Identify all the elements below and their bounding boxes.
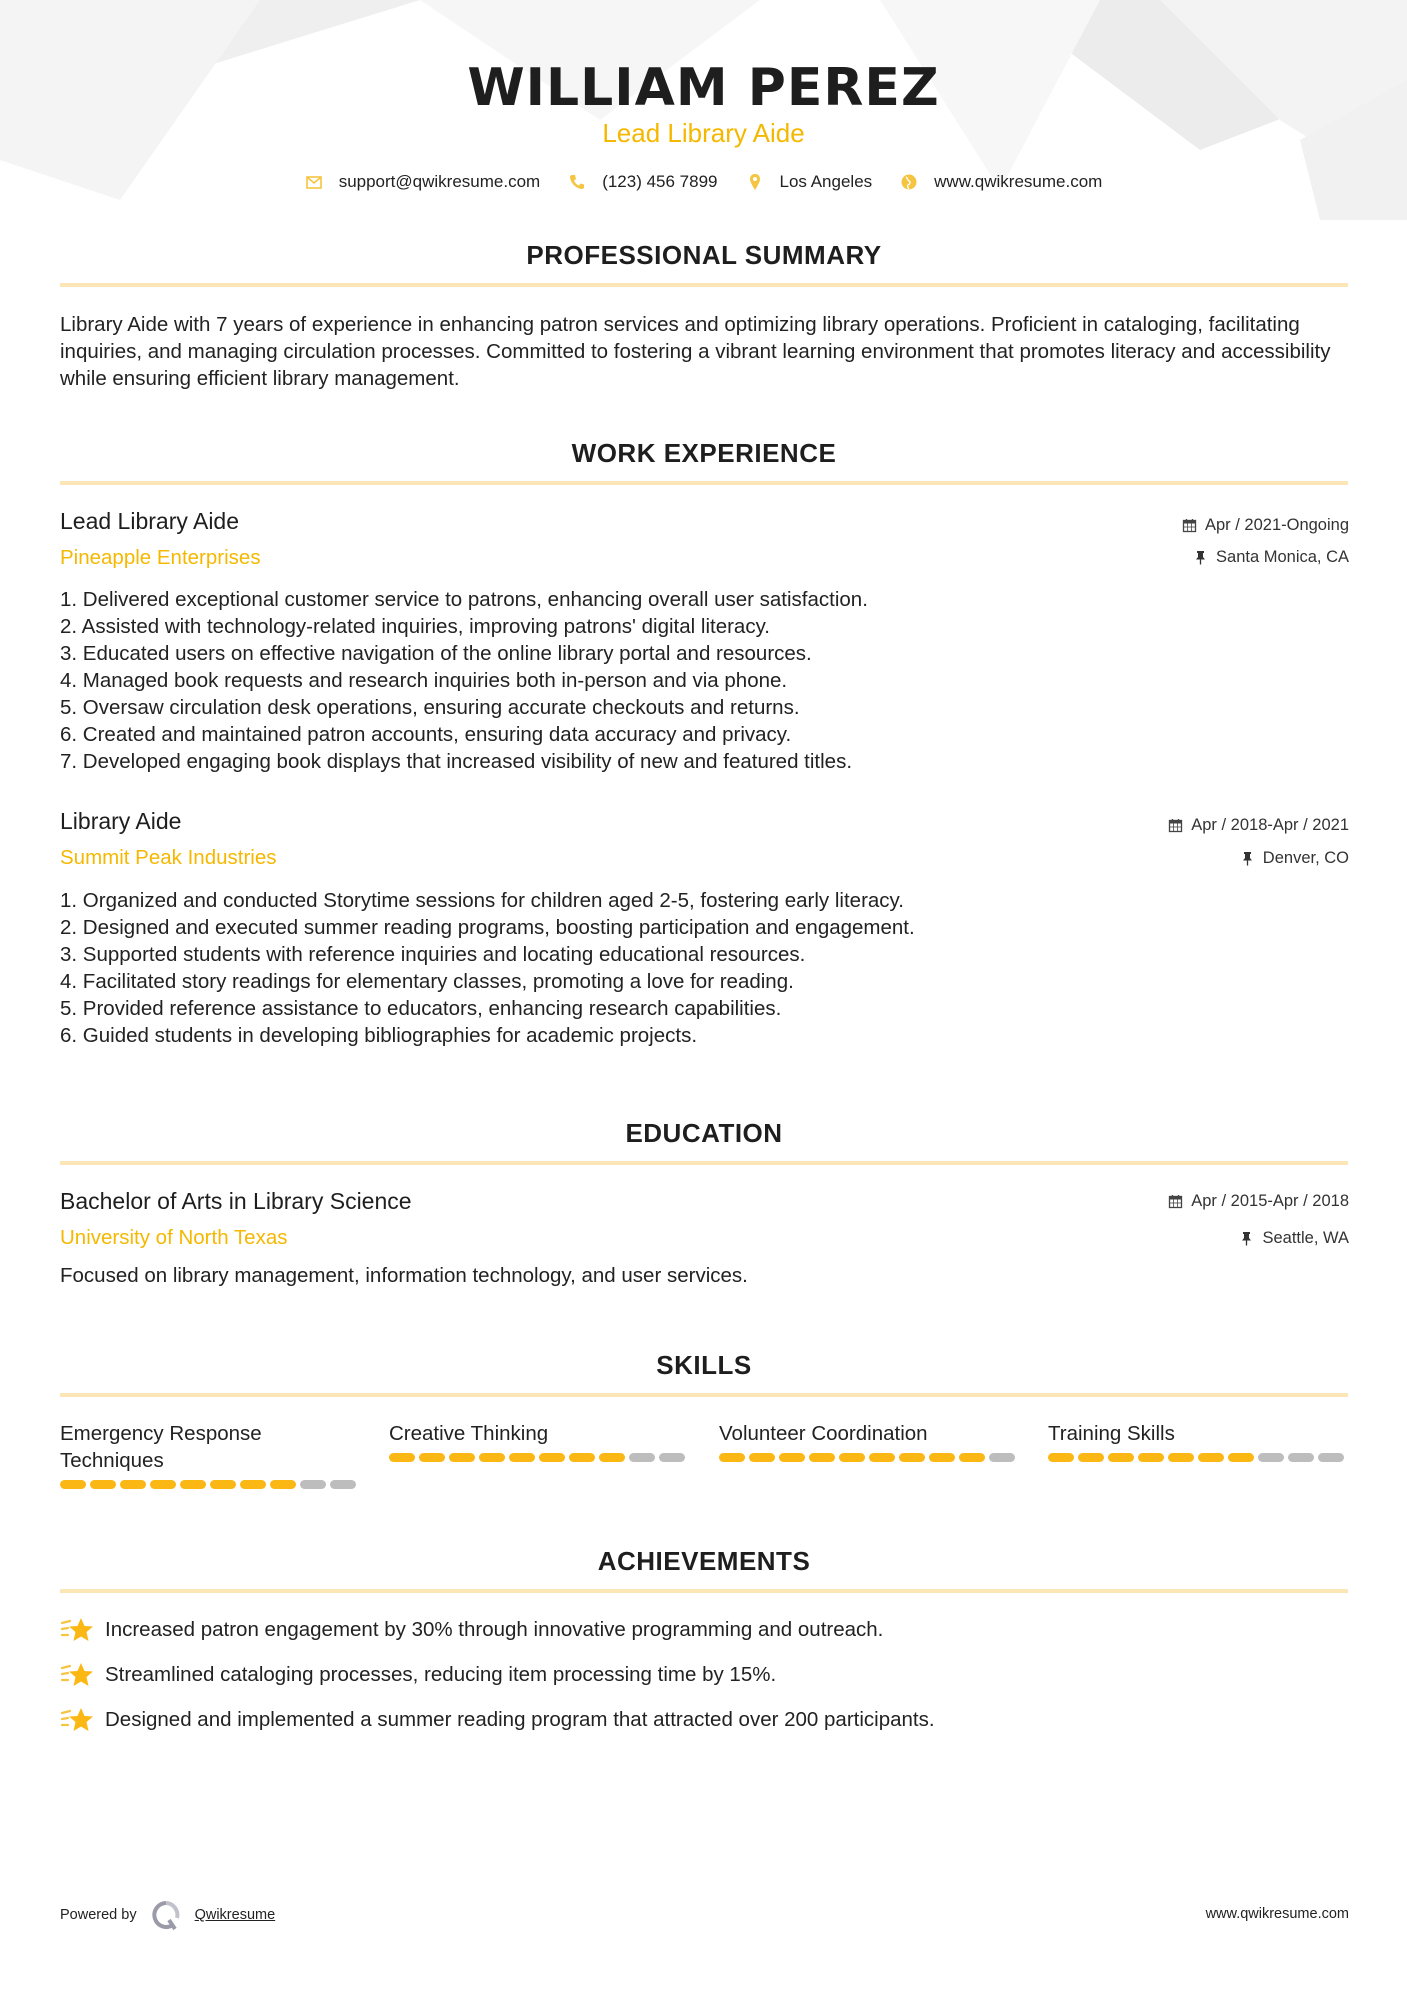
- achievement-text: Streamlined cataloging processes, reducing item processing time by 15%.: [105, 1663, 777, 1686]
- pushpin-icon: [1193, 550, 1208, 565]
- skill-dot-filled: [959, 1453, 985, 1462]
- phone-icon: [568, 173, 586, 191]
- skill-dot-filled: [569, 1453, 595, 1462]
- star-icon: [60, 1660, 94, 1690]
- footer-website[interactable]: www.qwikresume.com: [1205, 1906, 1349, 1922]
- calendar-icon: [1168, 1194, 1183, 1209]
- skill-dot-filled: [210, 1480, 236, 1489]
- education-school: University of North Texas: [60, 1226, 288, 1249]
- contact-email[interactable]: [305, 172, 541, 192]
- skill-dot-empty: [659, 1453, 685, 1462]
- education-location: [1239, 1229, 1349, 1248]
- education-dates: [1168, 1192, 1349, 1211]
- skill-dot-filled: [839, 1453, 865, 1462]
- job-location: [1240, 849, 1349, 868]
- list-item: 6. Created and maintained patron accounts, ensuring data accuracy and privacy.: [60, 723, 792, 746]
- job-title: Lead Library Aide: [60, 508, 240, 534]
- list-item: 5. Provided reference assistance to educators, enhancing research capabilities.: [60, 997, 782, 1020]
- candidate-name: WILLIAM PEREZ: [467, 58, 940, 118]
- achievement-item: [60, 1660, 776, 1690]
- list-item: 3. Supported students with reference inquiries and locating educational resources.: [60, 943, 806, 966]
- skill-dot-empty: [330, 1480, 356, 1489]
- education-location-text: Seattle, WA: [1262, 1229, 1349, 1247]
- contact-location: [746, 172, 873, 192]
- skill-dot-filled: [60, 1480, 86, 1489]
- skill-dot-filled: [389, 1453, 415, 1462]
- skill-dot-filled: [509, 1453, 535, 1462]
- section-divider: [60, 481, 1348, 485]
- envelope-icon: [305, 173, 323, 191]
- skill-dot-filled: [1228, 1453, 1254, 1462]
- skill-dot-empty: [1258, 1453, 1284, 1462]
- skill-dot-filled: [749, 1453, 775, 1462]
- skill-dot-filled: [899, 1453, 925, 1462]
- skill-dot-filled: [929, 1453, 955, 1462]
- skill-dot-empty: [300, 1480, 326, 1489]
- contact-website[interactable]: [900, 172, 1102, 192]
- job-dates: [1182, 516, 1349, 535]
- skill-dot-filled: [270, 1480, 296, 1489]
- pushpin-icon: [1239, 1231, 1254, 1246]
- job-company: Pineapple Enterprises: [60, 546, 261, 569]
- list-item: 2. Assisted with technology-related inquiries, improving patrons' digital literacy.: [60, 615, 770, 638]
- job-location-text: Santa Monica, CA: [1216, 548, 1349, 566]
- candidate-title: Lead Library Aide: [602, 118, 805, 148]
- skills-heading: SKILLS: [656, 1350, 752, 1380]
- skill-dot-filled: [779, 1453, 805, 1462]
- footer-powered-by: [60, 1900, 275, 1930]
- job-title: Library Aide: [60, 808, 182, 834]
- job-dates-text: Apr / 2018-Apr / 2021: [1191, 816, 1349, 834]
- skill-dot-empty: [989, 1453, 1015, 1462]
- job-location: [1193, 548, 1349, 567]
- calendar-icon: [1182, 518, 1197, 533]
- skill-item: [60, 1420, 360, 1489]
- skill-dot-empty: [629, 1453, 655, 1462]
- map-marker-icon: [746, 173, 764, 191]
- section-divider: [60, 1589, 1348, 1593]
- contact-location-text: Los Angeles: [779, 172, 873, 191]
- skill-dot-filled: [180, 1480, 206, 1489]
- experience-heading: WORK EXPERIENCE: [571, 438, 837, 468]
- list-item: 1. Delivered exceptional customer service to patrons, enhancing overall user satisfaction.: [60, 588, 868, 611]
- education-degree: Bachelor of Arts in Library Science: [60, 1188, 412, 1214]
- list-item: 2. Designed and executed summer reading programs, boosting participation and engagement.: [60, 916, 915, 939]
- job-dates-text: Apr / 2021-Ongoing: [1204, 516, 1349, 534]
- list-item: 1. Organized and conducted Storytime sessions for children aged 2-5, fostering early literacy.: [60, 889, 904, 912]
- skill-dot-filled: [809, 1453, 835, 1462]
- pushpin-icon: [1240, 851, 1255, 866]
- summary-heading: PROFESSIONAL SUMMARY: [526, 240, 882, 270]
- skill-name: Training Skills: [1048, 1422, 1175, 1445]
- skill-rating: [389, 1453, 689, 1462]
- skill-dot-filled: [150, 1480, 176, 1489]
- qwikresume-logo-icon: [151, 1900, 181, 1930]
- skill-rating: [60, 1480, 360, 1489]
- skill-dot-filled: [1078, 1453, 1104, 1462]
- skill-dot-filled: [539, 1453, 565, 1462]
- skill-dot-filled: [719, 1453, 745, 1462]
- achievement-item: [60, 1705, 935, 1735]
- contact-email-text: support@qwikresume.com: [338, 172, 541, 191]
- achievement-text: Designed and implemented a summer reading program that attracted over 200 participants.: [105, 1708, 935, 1731]
- job-dates: [1168, 816, 1349, 835]
- education-heading: EDUCATION: [625, 1118, 783, 1148]
- skill-name: Volunteer Coordination: [719, 1422, 928, 1445]
- skill-dot-empty: [1318, 1453, 1344, 1462]
- section-divider: [60, 283, 1348, 287]
- skill-dot-filled: [1168, 1453, 1194, 1462]
- skill-dot-filled: [90, 1480, 116, 1489]
- skill-name: Creative Thinking: [389, 1422, 549, 1445]
- skill-dot-filled: [1198, 1453, 1224, 1462]
- achievement-item: [60, 1615, 883, 1645]
- skill-dot-empty: [1288, 1453, 1314, 1462]
- skill-item: [1048, 1420, 1348, 1462]
- skill-dot-filled: [599, 1453, 625, 1462]
- contact-phone[interactable]: [568, 172, 717, 192]
- skill-dot-filled: [449, 1453, 475, 1462]
- powered-by-label: Powered by: [60, 1907, 137, 1923]
- contact-bar: [0, 172, 1407, 192]
- star-icon: [60, 1705, 94, 1735]
- qwikresume-link[interactable]: Qwikresume: [194, 1907, 276, 1923]
- contact-phone-text: (123) 456 7899: [602, 172, 718, 191]
- section-divider: [60, 1161, 1348, 1165]
- skill-dot-filled: [479, 1453, 505, 1462]
- list-item: 3. Educated users on effective navigation of the online library portal and resources.: [60, 642, 812, 665]
- education-description: Focused on library management, information technology, and user services.: [60, 1264, 748, 1287]
- skill-rating: [1048, 1453, 1348, 1462]
- achievements-heading: ACHIEVEMENTS: [597, 1546, 811, 1576]
- education-dates-text: Apr / 2015-Apr / 2018: [1191, 1192, 1349, 1210]
- skill-dot-filled: [419, 1453, 445, 1462]
- section-divider: [60, 1393, 1348, 1397]
- skill-dot-filled: [1048, 1453, 1074, 1462]
- skill-dot-filled: [120, 1480, 146, 1489]
- skill-rating: [719, 1453, 1019, 1462]
- contact-website-text: www.qwikresume.com: [934, 172, 1103, 191]
- list-item: 4. Facilitated story readings for elementary classes, promoting a love for reading.: [60, 970, 794, 993]
- skill-dot-filled: [869, 1453, 895, 1462]
- achievement-text: Increased patron engagement by 30% through innovative programming and outreach.: [105, 1618, 884, 1641]
- skill-item: [719, 1420, 1019, 1462]
- job-location-text: Denver, CO: [1262, 849, 1349, 867]
- job-company: Summit Peak Industries: [60, 846, 277, 869]
- summary-text: Library Aide with 7 years of experience in enhancing patron services and optimizing library operations. Proficient in cataloging, facilitating inquiries, and managing circulation processes. Committed to fostering a vibrant learning environment that promotes literacy and accessibility while ensuring efficient library management.: [60, 313, 1331, 390]
- skill-dot-filled: [240, 1480, 266, 1489]
- skill-dot-filled: [1108, 1453, 1134, 1462]
- skill-name: Emergency Response Techniques: [60, 1422, 262, 1472]
- skill-dot-filled: [1138, 1453, 1164, 1462]
- job-responsibilities: [60, 887, 1160, 1049]
- job-responsibilities: [60, 586, 1160, 775]
- globe-icon: [900, 173, 918, 191]
- list-item: 7. Developed engaging book displays that increased visibility of new and featured titles.: [60, 750, 853, 773]
- list-item: 6. Guided students in developing bibliographies for academic projects.: [60, 1024, 698, 1047]
- star-icon: [60, 1615, 94, 1645]
- list-item: 4. Managed book requests and research inquiries both in-person and via phone.: [60, 669, 788, 692]
- skill-item: [389, 1420, 689, 1462]
- calendar-icon: [1168, 818, 1183, 833]
- list-item: 5. Oversaw circulation desk operations, ensuring accurate checkouts and returns.: [60, 696, 800, 719]
